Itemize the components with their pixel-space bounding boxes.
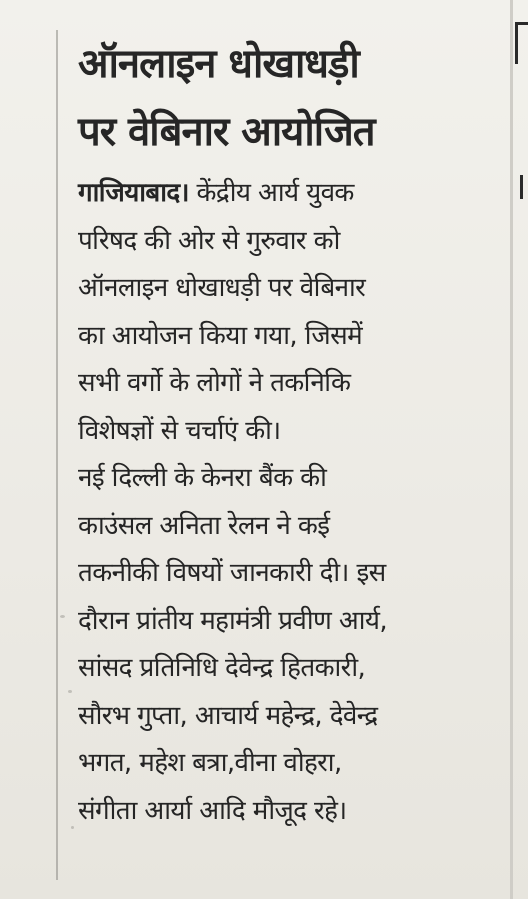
headline-line-1: ऑनलाइन धोखाधड़ी xyxy=(78,41,359,87)
body-line-7: नई दिल्ली के केनरा बैंक की xyxy=(78,463,327,493)
body-line-10: दौरान प्रांतीय महामंत्री प्रवीण आर्य, xyxy=(78,605,387,636)
body-line-6: विशेषज्ञों से चर्चाएं की। xyxy=(78,415,281,446)
column-rule-left xyxy=(56,30,58,880)
body-line-14: संगीता आर्या आदि मौजूद रहे। xyxy=(78,795,347,826)
body-line-12: सौरभ गुप्ता, आचार्य महेन्द्र, देवेन्द्र xyxy=(78,700,378,731)
print-speck xyxy=(68,690,72,693)
body-line-9: तकनीकी विषयों जानकारी दी। इस xyxy=(78,558,386,588)
body-line-13: भगत, महेश बत्रा,वीना वोहरा, xyxy=(78,748,342,778)
news-article xyxy=(78,30,506,835)
article-body xyxy=(78,170,506,835)
body-line-2: परिषद की ओर से गुरुवार को xyxy=(78,225,340,256)
article-headline xyxy=(78,30,506,166)
column-rule-right xyxy=(510,0,513,899)
headline-line-2: पर वेबिनार आयोजित xyxy=(78,109,375,155)
body-line-8: काउंसल अनिता रेलन ने कई xyxy=(78,510,330,541)
adjacent-column-fragment xyxy=(515,22,528,64)
body-line-4: का आयोजन किया गया, जिसमें xyxy=(78,320,363,351)
print-speck xyxy=(60,615,65,618)
body-line-1 xyxy=(78,170,506,218)
print-speck xyxy=(71,826,74,829)
body-line-11: सांसद प्रतिनिधि देवेन्द्र हितकारी, xyxy=(78,653,366,683)
dateline: गाजियाबाद। xyxy=(78,178,189,208)
body-line-3: ऑनलाइन धोखाधड़ी पर वेबिनार xyxy=(78,273,366,303)
body-line-1-text: केंद्रीय आर्य युवक xyxy=(188,178,354,208)
body-line-5: सभी वर्गो के लोगों ने तकनिकि xyxy=(78,368,351,398)
adjacent-column-fragment-lower xyxy=(520,175,528,199)
